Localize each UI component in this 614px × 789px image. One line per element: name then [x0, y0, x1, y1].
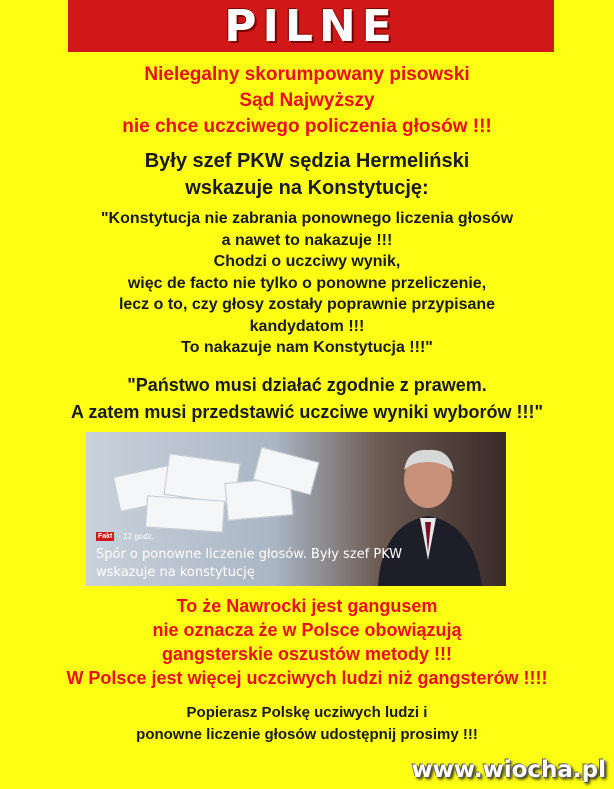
- caption-line: wskazuje na konstytucję: [96, 565, 255, 580]
- subhead: [0, 148, 614, 202]
- caption-line: Spór o ponowne liczenie głosów. Były szef PKW: [96, 547, 403, 562]
- quote-line: a nawet to nakazuje !!!: [221, 231, 393, 249]
- headline: [0, 62, 614, 140]
- appeal-line: ponowne liczenie głosów udostępnij prosimy !!!: [136, 726, 478, 743]
- bottom-statement: [0, 594, 614, 690]
- source-badge: Fakt: [98, 533, 113, 540]
- subhead-line: wskazuje na Konstytucję:: [185, 177, 429, 199]
- quote-line: "Państwo musi działać zgodnie z prawem.: [127, 375, 487, 395]
- quote-line: kandydatom !!!: [249, 317, 365, 335]
- statement-line: To że Nawrocki jest gangusem: [176, 596, 438, 616]
- headline-line: Nielegalny skorumpowany pisowski: [144, 64, 470, 85]
- quote-line: lecz o to, czy głosy zostały poprawnie przypisane: [118, 296, 496, 313]
- quote-line: A zatem musi przedstawić uczciwe wyniki wyborów !!!": [71, 402, 543, 422]
- quote-line: więc de facto nie tylko o ponowne przeliczenie,: [127, 274, 487, 292]
- news-photo: [86, 432, 506, 586]
- ballots-image: [106, 450, 336, 542]
- statement-line: W Polsce jest więcej uczciwych ludzi niż gangsterów !!!!: [66, 668, 548, 688]
- quote-two: [0, 372, 614, 426]
- statement-line: gangsterskie oszustów metody !!!: [161, 644, 453, 664]
- headline-line: nie chce uczciwego policzenia głosów !!!: [122, 116, 492, 137]
- source-label: [96, 532, 154, 541]
- source-time: · 12 godz.: [118, 532, 154, 541]
- quote-one: [0, 208, 614, 359]
- banner-label: PILNE: [224, 0, 398, 52]
- appeal-line: Popierasz Polskę ucziwych ludzi i: [186, 704, 428, 721]
- subhead-line: Były szef PKW sędzia Hermeliński: [144, 150, 470, 172]
- statement-line: nie oznacza że w Polsce obowiązują: [152, 620, 462, 640]
- headline-line: Sąd Najwyższy: [239, 90, 375, 111]
- share-appeal: [0, 702, 614, 746]
- photo-caption: [96, 546, 402, 582]
- pilne-banner: [68, 0, 554, 52]
- quote-line: "Konstytucja nie zabrania ponownego liczenia głosów: [100, 210, 514, 227]
- watermark: www.wiocha.pl: [411, 757, 606, 783]
- quote-line: To nakazuje nam Konstytucja !!!": [181, 339, 433, 356]
- quote-line: Chodzi o uczciwy wynik,: [213, 253, 401, 270]
